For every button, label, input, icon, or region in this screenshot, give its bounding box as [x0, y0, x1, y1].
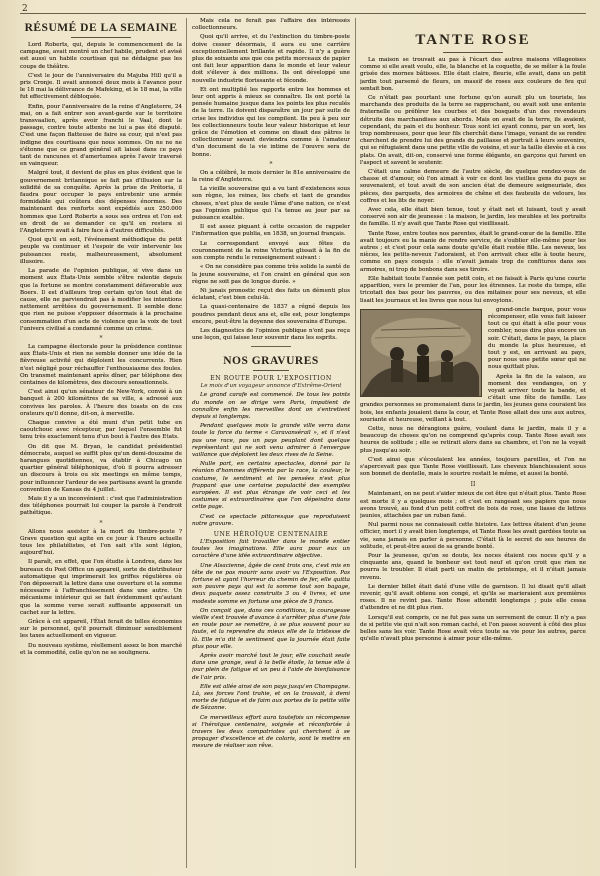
top-rule: [20, 13, 586, 14]
centenaire-paragraph: Une Alsacienne, âgée de cent trois ans, c'est mis en tête de ne pas mourir sans avoir vu l'Exposition. Pas fortune et ayant l'horreur du chemin de fer, elle quitta son pauvre pays qui est la somme tout son bagage, deux paquets assez construits 3 ou 4 livres, et une modeste somme en fortune une pièce de 5 francs.: [192, 562, 350, 605]
resume-title: RÉSUMÉ DE LA SEMAINE: [24, 22, 178, 34]
title-rule: [71, 37, 131, 38]
section-rule: [251, 346, 291, 347]
story-paragraph: Cette, nous ne dérangions guère, voulant dans le jardin, mais il y a beaucoup de choses qu'on ne comprend qu'après coup. Tante Rose avait ses heures de solitude ; elle se retirait alors dans sa chambre, et l'on ne la voyait plus jusqu'au soir.: [360, 425, 586, 454]
middle-paragraph: Il est assez piquant à cette occasion de rappeler l'information que publia, en 1838, un journal français.: [192, 224, 350, 238]
story-paragraph: C'est ainsi que s'écoulaient les années, toujours pareilles, et l'on ne s'apercevait pas que Tante Rose vieillissait. Les cheveux blanchissaient sous son bonnet de dentelle, mais le sourire restait le même, et aussi la bonté.: [360, 456, 586, 478]
story-paragraph: Le dernier billet était daté d'une ville de garnison. Il lui disait qu'il allait revenir, qu'il avait obtenu son congé, et qu'ils se marieraient aux premières roses. Il ne revint pas. Tante Rose attendit longtemps ; puis elle cessa d'attendre et ne dit plus rien.: [360, 583, 586, 612]
gravures-paragraph: Le grand carafe est commencé. De tous les points du monde on se dirige vers Paris, impatient de connaître enfin les merveilles dont on s'entretient depuis si longtemps.: [192, 392, 350, 420]
middle-paragraph: Mais cela ne ferait pas l'affaire des intéressés collectionneurs.: [192, 18, 350, 32]
chapter-numeral: II: [470, 481, 476, 489]
gravures-paragraph: C'est ce spectacle pittoresque que reproduisent notre gravure.: [192, 513, 350, 527]
story-paragraph: Après la fin de la saison, au moment des vendanges, on y voyait arriver toute la bande, et c'était une fête de famille. Les grandes personnes se promenaient dans le jardin, les jeunes gens couraient les bois, les enfants jouaient dans la cour, et Tante Rose allait des uns aux autres, souriante et heureuse, veillant à tout.: [360, 373, 586, 423]
centenaire-paragraph: Ce merveilleux effort aura toutefois un récompense si l'héroïque centenaire, soignée et réconfortée à travers les deux compatriotes qui cherchent à se propager d'excellence et de coloris, sont le mettre en mesure de réaliser son rêve.: [192, 714, 350, 750]
story-paragraph: Pour la jeunesse, qu'on se doute, les noces étaient ces noces qu'il y a cinquante ans, quand le bonheur est tout neuf et qu'on croit que rien ne pourra le troubler. Il était parti un matin de printemps, et il n'était jamais revenu.: [360, 553, 586, 581]
separator: *: [99, 334, 103, 342]
gravures-paragraph: Nulle part, en certains spectacles, donné par la réunion d'hommes différents par la race, la couleur, le costume, le sentiment et les pensées n'est plus frappant que une certaine populacité des exemples européen. Il est plus étrange de voir ceci et les costumes si extraordinaires que l'on dépeindra dans cette page.: [192, 461, 350, 511]
title-rule: [253, 370, 289, 371]
resume-paragraph: Quoi qu'il en soit, l'événement méthodique du petit peuple va continuer et l'espoir de voir intervenir les puissances reste, malheureusement, absolument illusoire.: [20, 237, 182, 265]
story-paragraph: Avec cela, elle était bien tenue, tout y était net et luisant, tout y avait conservé son air de jeunesse : la maison, le jardin, les meubles et les portraits de famille. Il n'y avait que Tante Rose qui vieillissait.: [360, 207, 586, 228]
column-middle: [192, 18, 350, 868]
gravures-title: NOS GRAVURES: [223, 355, 319, 368]
column-divider: [355, 18, 356, 868]
middle-paragraph: Quoi qu'il arrive, et du l'extinction du timbre-poste doive cesser désormais, il aura eu une carrière exceptionnellement brillante et rapide. Il n'y a guère plus de soixante ans que ces petits morceaux de papier ont fait leur apparition dans le monde et leur valeur doit s'élever à des millions. Ils ont développé une nouvelle industrie florissante et féconde.: [192, 34, 350, 84]
resume-paragraph: La parade de l'opinion publique, si vive dans un moment aux États-Unis semble s'être ralentie depuis que la fortune se montre constamment défavorable aux Boers. Il est d'ailleurs trop certain qu'on tout état de cause, elle ne parviendrait pas à modifier les intentions nettement arrêtées du gouvernement. Il semble donc que rien ne puisse s'opposer désormais à la prochaine consommation d'un acte de violence que la voix de tout l'univers civilisé a condamné comme un crime.: [20, 268, 182, 332]
resume-paragraph: Lord Roberts, qui, depuis le commencement de la campagne, avait montré un chef habile, prudent et avisé est aussi un habile courtisan qui ne dédaigne pas les coups de théâtre.: [20, 42, 182, 70]
centenaire-paragraph: Après avoir marché tout le jour, elle couchait seule dans une grange, seul à la belle étoile, la tenue elle à jour plein de fatigue et un peu à l'aide de bienfaisance de l'air pris.: [192, 653, 350, 681]
title-rule: [443, 52, 503, 53]
middle-paragraph: La vieille souveraine qui a vu tant d'existences sous son règne, les reines, les chefs et tant de grandes choses, n'est plus de seule l'âme d'une nation, ce n'est pas l'opinion publique qui l'a tenue au jour par sa puissance exaltée.: [192, 186, 350, 222]
story-paragraph: Elle habitait toute l'année son petit coin, et ne faisait à Paris qu'une courte apparition, vers le premier de l'an, pour les étrennes. Le reste du temps, elle tricotait des bas pour les pauvres, ou des mitaines pour ses neveux, et elle lisait les journaux et les livres que nous lui envoyions.: [360, 275, 586, 304]
story-paragraph: La maison se trouvait au pas à l'écart des autres maisons villageoises comme si elle avait voulu, elle, la blanche et la coquette, de se mêler à la foule grisée des mornes bâtisses. Elle était claire, fleurie, elle avait, dans un petit jardin tout parsemé de fleurs, un massif de roses aux couleurs de feu qui sentait bon.: [360, 57, 586, 92]
story-paragraph: C'était une calme demeure de l'autre siècle, de quelque rendez-vous de chasse et d'amour, où l'on aimait à voir ce dont les vieilles gens du pays se souvenaient, et tout avait de son ancien état de demeure seigneuriale, des pièces, des parquets, des armoires de chêne et des fauteuils de velours, les coffres et les lits de noyer.: [360, 169, 586, 204]
gravures-paragraph: Pendant quelques mois la grande ville verra dans toute la force du terme « Caravansérail », et il n'est pas une race, pas un pays peuplant dont quelque représentant qui ne soit venu admirer à l'envergue vaillance que déploient les deux rives de la Seine.: [192, 423, 350, 458]
middle-paragraph: Ni janais pronostic reçut des faits un démenti plus éclatant, c'est bien celui-là.: [192, 287, 350, 302]
resume-paragraph: Du nouveau système, réellement assez le bon marché et la commodité, celle qu'on ne se soulignera.: [20, 642, 182, 656]
middle-paragraph: On a célébré, le mois dernier le 81e anniversaire de la reine d'Angleterre.: [192, 169, 350, 184]
middle-paragraph: « On ne considère pas comme très solide la santé de la jeune souveraine, et l'on craint en général que son règne ne soit pas de longue durée. »: [192, 264, 350, 285]
story-paragraph: grand-oncle barque, pour vous récompenser, elle vous fait laisser tout ce qui était à elle pour vous combler, nous dira plus encore un soir. C'était, dans le pays, la place du monde la plus heureuse, et tout y est, en arrivant au pays, pour nous une petite sœur qui ne nous quittait plus.: [488, 306, 586, 371]
story-paragraph: Lorsqu'il eut compris, ce ne fut pas sans un serrement de cœur. Il n'y a pas de si petite vie qui n'ait son roman caché, et l'on passe souvent à côté des plus belles sans les voir. Tante Rose avait vécu toute sa vie pour les autres, parce qu'elle n'avait plus personne à aimer pour elle-même.: [360, 614, 586, 643]
column-tante-rose: [360, 18, 586, 868]
centenaire-paragraph: On conçoit que, dans ces conditions, la courageuse vieille s'est trouvée d'avance à s'arrêter plus d'une fois en route pour se remettre, à se plus souvent pour sa faute, et la reprendre du mieux elle de la tristesse de là. Elle m'a dit le sentiment que la journée était faite plus pour elle.: [192, 607, 350, 650]
story-paragraph: Tante Rose, entre toutes nos parentes, était le grand-cœur de la famille. Elle avait toujours eu la manie de rendre service, de s'oublier elle-même pour les autres ; et c'est pour cela sans doute qu'elle était restée fille. Les neveux, les nièces, les petits-neveux l'adoraient, et l'on arrivait chez elle à toute heure, comme en pays conquis : elle n'avait jamais trop de confitures dans ses armoires, ni trop de bonbons dans ses tiroirs.: [360, 230, 586, 273]
resume-paragraph: C'est le jour de l'anniversaire du Majuba Hill qu'il a pris Cronje. Il avait annoncé deux mois à l'avance pour le 18 mai la délivrance de Mafeking, et le 18 mai, la ville fut effectivement débloquée.: [20, 72, 182, 101]
resume-paragraph: Malgré tout, il devient de plus en plus évident que le gouvernement britannique se fait pas d'illusion sur la solidité de sa conquête. Après la prise de Prétoria, il faudra pour occuper le pays entretenir une armée formidable qui coûtera des dépenses énormes. Des maintenant des renforts sont expédiés aux 250.000 hommes que Lord Roberts a sous ses ordres et l'on est en droit de se demander ce qu'il en restera si l'Angleterre avait à faire face à d'autres difficultés.: [20, 170, 182, 235]
column-resume: [20, 18, 182, 868]
story-paragraph: Maintenant, on ne peut s'aider mieux de cet être qui n'était plus. Tante Rose est morte il y a quelques mois ; et c'est en rangeant ses papiers que nous avons trouvé, au fond d'un petit coffret de bois de rose, une liasse de lettres jaunies, attachées par un ruban fané.: [360, 491, 586, 519]
separator: *: [269, 160, 273, 168]
resume-paragraph: On dit que M. Bryan, le candidat présidentiel démocrate, auquel se suffit plus qu'un demi-douzaine de harangues quotidiennes, va établir à Chicago un quartier général téléphonique, d'où il pourra adresser un discours à trois ou six meetings en même temps, pour influencer l'ardeur de ses partisans avant la grande convention de Kansas du 4 juillet.: [20, 443, 182, 493]
resume-paragraph: Grâce à cet appareil, l'État ferait de telles économies sur le personnel, qu'il pourrait diminuer sensiblement les taxes actuellement en vigueur.: [20, 619, 182, 640]
column-divider: [186, 18, 187, 868]
story-paragraph: Ce n'était pas pourtant une fortune qu'on aurait plu un touriste, les marchands des produits de la terre se rapprochant, ou avait soit une entente fraternelle ou préférer les courbes et des bosquets d'un des revendeurs détruits des marchandises aux abords. Mais on avait de la terre, ils avaient, cependant, du pain et du bonheur. Tous sont ici ayant connu, par un sort, les trop nombreuses, pour que leur fils cherchât dans l'image, venant de se rendre cherchent de prendre lui des grands du paillasse et portrait à leurs souvenirs, qui se réfugiaient dans une petite ville de voisins, et sur la taille élevée et à ces plats. On avait, dit-on, conservé une forme élégante, en garçons qui furent en l'aspect et savent le soutenir.: [360, 95, 586, 166]
resume-paragraph: Allons nous assister à la mort du timbre-poste ? Grave question qui agite en ce jour à l'heure actuelle tous les philatélistes, et l'on sait s'ils sont légion, aujourd'hui.: [20, 528, 182, 557]
gravures-subsubhead: Le mois d'un voyageur annonce d'Extrême-Orient: [200, 383, 342, 390]
centenaire-paragraph: L'Exposition fait travailler dans le monde entier toutes les imaginations. Elle aura pour eux un caractère d'une idée extraordinaire objective.: [192, 538, 350, 560]
separator: *: [99, 519, 103, 527]
resume-paragraph: La campagne électorale pour la présidence continue aux États-Unis et rien ne semble donner une idée de la fièvreuse activité qui déploient les concurrents. Rien n'est négligé pour réchauffer l'enthousiasme des foules. On transmet maintenant après dîner, par téléphone des centaines de kilomètres, des discours sensationnels.: [20, 343, 182, 386]
resume-paragraph: Enfin, pour l'anniversaire de la reine d'Angleterre, 24 mai, on a fait entrer son avant-garde sur le territoire transvaalien, après avoir franchi le Vaal, dont le passage, contre toute attente ne lui a pas été disputé. C'est une façon flatteuse de faire sa cour, qui n'est pas indigne des courtisans que nous sommes. On ne ne ne s'étonne que ce grand général ait laissé dans ce pays tant de rancunes et d'amertumes après l'avoir traversé en vainqueur.: [20, 103, 182, 168]
middle-paragraph: La quasi-centenaire de 1837 a régné depuis les poudres pendant deux ans et, elle est, pour longtemps encore, peut-être la doyenne des souverains d'Europe.: [192, 304, 350, 325]
resume-paragraph: C'est ainsi qu'un sénateur de New-York, convié à un banquet à 200 kilomètres de sa ville, a adressé aux convives les paroles. À l'heure des toasts on de ces orateurs qu'il donne, dit-on, à merveille.: [20, 389, 182, 417]
tante-rose-title: TANTE ROSE: [415, 32, 531, 48]
engraving-picture: [361, 310, 481, 396]
centenaire-subhead: UNE HÉROÏQUE CENTENAIRE: [213, 530, 329, 538]
resume-paragraph: Il paraît, en effet, que l'on étudie à Londres, dans les bureaux du Post Office un appareil, sorte de distributeur automatique qui imprimerait les griffes régulières où l'on déposerait la lettre dans une ouverture et la somme nécessaire à l'affranchissement dans une autre. Un mécanisme intérieur qui se fait évidemment qu'autant que la somme verse serait suffisante apposerait un cachet sur la lettre.: [20, 559, 182, 616]
gravures-subhead: EN ROUTE POUR L'EXPOSITION: [210, 375, 332, 383]
middle-paragraph: Le correspondant envoyé aux fêtes du couronnement de la reine Victoria glissait à la fin de son compte rendu le renseignement suivant :: [192, 240, 350, 262]
middle-paragraph: Les diagnostics de l'opinion publique n'ont pas reçu une leçon, qui laisse leur souvenir dans les esprits.: [192, 327, 350, 342]
resume-paragraph: Mais il y a un inconvénient : c'est que l'administration des téléphones pourrait lui couper la parole à l'endroit pathétique.: [20, 495, 182, 517]
engraving-illustration: [360, 309, 482, 397]
centenaire-paragraph: Elle est allée ainsi de son pays jusqu'en Champagne. Là, ses forces l'ont trahie, et on la trouvait, à demi morte de fatigue et de faim aux portes de la petite ville de Sézanne.: [192, 683, 350, 712]
page-number: 2: [22, 4, 28, 14]
story-paragraph: Nul parmi nous ne connaissait cette histoire. Les lettres étaient d'un jeune officier, mort il y avait bien longtemps, et Tante Rose les avait gardées toute sa vie, sans jamais en parler à personne. C'était là le secret de ses heures de solitude, et peut-être aussi de sa grande bonté.: [360, 522, 586, 550]
middle-paragraph: Et ont multiplié les rapports entre les hommes et leur ont appris à mieux se connaître. Ils ont porté la pensée humaine jusque dans les points les plus reculés de la terre. Ils doivent disparaître un jour par suite de crise les individus qui les compilent. Ils peu à peu sur les collectionneurs toute leur valeur historique et leur grâce de l'émotion et comme on disait des pâtres le collectionneur savant deviendra comme à l'amateur d'un document de la vie intime de l'œuvre sera de bonne.: [192, 86, 350, 158]
resume-paragraph: Chaque convive a été muni d'un petit tube en caoutchouc avec récepteur, par lequel l'ensemble fut tenu très exactement tenu d'un bout à l'autre des Etats.: [20, 419, 182, 441]
